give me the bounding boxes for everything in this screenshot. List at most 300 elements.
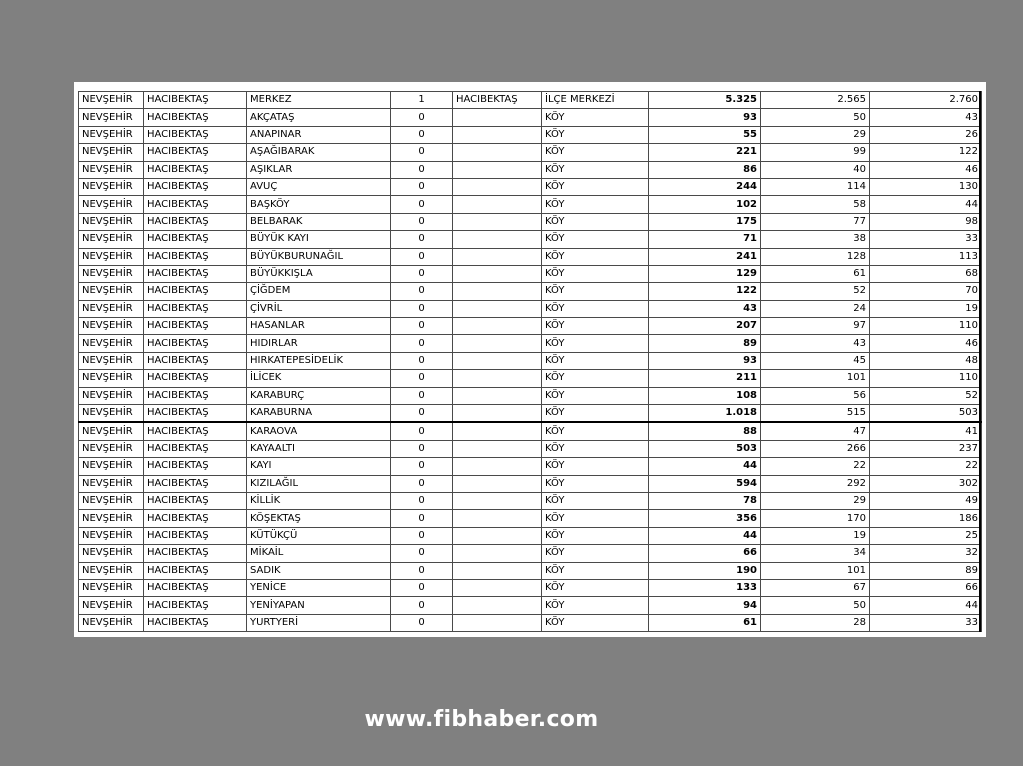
cell-code: 0 bbox=[391, 422, 453, 440]
site-watermark: www.fibhaber.com bbox=[364, 707, 599, 732]
cell-type: KÖY bbox=[542, 527, 649, 544]
cell-district: HACIBEKTAŞ bbox=[144, 370, 247, 387]
cell-code: 0 bbox=[391, 300, 453, 317]
cell-center bbox=[453, 510, 542, 527]
cell-village: KARAOVA bbox=[247, 422, 391, 440]
cell-province: NEVŞEHİR bbox=[79, 579, 144, 596]
cell-center bbox=[453, 178, 542, 195]
cell-female: 44 bbox=[870, 196, 982, 213]
cell-code: 0 bbox=[391, 335, 453, 352]
cell-total: 175 bbox=[649, 213, 761, 230]
cell-district: HACIBEKTAŞ bbox=[144, 300, 247, 317]
cell-female: 237 bbox=[870, 440, 982, 457]
cell-total: 129 bbox=[649, 265, 761, 282]
table-row bbox=[79, 161, 982, 178]
cell-female: 89 bbox=[870, 562, 982, 579]
table-row bbox=[79, 545, 982, 562]
cell-female: 70 bbox=[870, 283, 982, 300]
cell-village: MİKAİL bbox=[247, 545, 391, 562]
cell-center bbox=[453, 614, 542, 631]
sheet-right-border bbox=[979, 91, 981, 632]
cell-female: 26 bbox=[870, 126, 982, 143]
cell-province: NEVŞEHİR bbox=[79, 405, 144, 423]
cell-province: NEVŞEHİR bbox=[79, 300, 144, 317]
cell-center bbox=[453, 161, 542, 178]
cell-province: NEVŞEHİR bbox=[79, 178, 144, 195]
cell-village: ÇİĞDEM bbox=[247, 283, 391, 300]
cell-center bbox=[453, 562, 542, 579]
cell-code: 0 bbox=[391, 562, 453, 579]
cell-province: NEVŞEHİR bbox=[79, 126, 144, 143]
cell-female: 68 bbox=[870, 265, 982, 282]
cell-center bbox=[453, 231, 542, 248]
table-row bbox=[79, 196, 982, 213]
cell-district: HACIBEKTAŞ bbox=[144, 387, 247, 404]
cell-code: 0 bbox=[391, 178, 453, 195]
cell-male: 50 bbox=[761, 597, 870, 614]
cell-male: 77 bbox=[761, 213, 870, 230]
cell-district: HACIBEKTAŞ bbox=[144, 597, 247, 614]
cell-type: İLÇE MERKEZİ bbox=[542, 92, 649, 109]
cell-male: 29 bbox=[761, 126, 870, 143]
cell-district: HACIBEKTAŞ bbox=[144, 458, 247, 475]
cell-province: NEVŞEHİR bbox=[79, 109, 144, 126]
table-row bbox=[79, 109, 982, 126]
cell-province: NEVŞEHİR bbox=[79, 248, 144, 265]
cell-female: 22 bbox=[870, 458, 982, 475]
cell-male: 97 bbox=[761, 318, 870, 335]
cell-center bbox=[453, 265, 542, 282]
cell-code: 0 bbox=[391, 597, 453, 614]
cell-male: 40 bbox=[761, 161, 870, 178]
cell-code: 0 bbox=[391, 440, 453, 457]
cell-female: 110 bbox=[870, 370, 982, 387]
cell-female: 2.760 bbox=[870, 92, 982, 109]
cell-total: 211 bbox=[649, 370, 761, 387]
cell-village: SADIK bbox=[247, 562, 391, 579]
cell-male: 38 bbox=[761, 231, 870, 248]
cell-total: 190 bbox=[649, 562, 761, 579]
cell-village: KİLLİK bbox=[247, 492, 391, 509]
cell-male: 266 bbox=[761, 440, 870, 457]
cell-code: 0 bbox=[391, 352, 453, 369]
cell-total: 122 bbox=[649, 283, 761, 300]
cell-type: KÖY bbox=[542, 370, 649, 387]
cell-province: NEVŞEHİR bbox=[79, 231, 144, 248]
cell-type: KÖY bbox=[542, 614, 649, 631]
cell-code: 0 bbox=[391, 265, 453, 282]
cell-district: HACIBEKTAŞ bbox=[144, 109, 247, 126]
cell-total: 86 bbox=[649, 161, 761, 178]
cell-female: 33 bbox=[870, 614, 982, 631]
cell-district: HACIBEKTAŞ bbox=[144, 283, 247, 300]
cell-male: 24 bbox=[761, 300, 870, 317]
cell-code: 0 bbox=[391, 579, 453, 596]
cell-type: KÖY bbox=[542, 265, 649, 282]
cell-male: 515 bbox=[761, 405, 870, 423]
cell-center: HACIBEKTAŞ bbox=[453, 92, 542, 109]
cell-male: 28 bbox=[761, 614, 870, 631]
cell-center bbox=[453, 597, 542, 614]
cell-center bbox=[453, 492, 542, 509]
cell-center bbox=[453, 387, 542, 404]
cell-code: 0 bbox=[391, 318, 453, 335]
cell-male: 50 bbox=[761, 109, 870, 126]
cell-village: AVUÇ bbox=[247, 178, 391, 195]
cell-type: KÖY bbox=[542, 248, 649, 265]
population-table bbox=[78, 91, 982, 632]
cell-female: 66 bbox=[870, 579, 982, 596]
cell-province: NEVŞEHİR bbox=[79, 440, 144, 457]
cell-village: KÖŞEKTAŞ bbox=[247, 510, 391, 527]
table-row bbox=[79, 265, 982, 282]
cell-village: KIZILAĞIL bbox=[247, 475, 391, 492]
cell-code: 0 bbox=[391, 161, 453, 178]
cell-village: BÜYÜK KAYI bbox=[247, 231, 391, 248]
cell-province: NEVŞEHİR bbox=[79, 352, 144, 369]
cell-female: 49 bbox=[870, 492, 982, 509]
cell-male: 56 bbox=[761, 387, 870, 404]
cell-center bbox=[453, 109, 542, 126]
cell-district: HACIBEKTAŞ bbox=[144, 562, 247, 579]
cell-village: BAŞKÖY bbox=[247, 196, 391, 213]
cell-total: 88 bbox=[649, 422, 761, 440]
cell-province: NEVŞEHİR bbox=[79, 335, 144, 352]
cell-type: KÖY bbox=[542, 492, 649, 509]
cell-type: KÖY bbox=[542, 335, 649, 352]
cell-male: 47 bbox=[761, 422, 870, 440]
cell-male: 101 bbox=[761, 562, 870, 579]
cell-province: NEVŞEHİR bbox=[79, 370, 144, 387]
cell-female: 48 bbox=[870, 352, 982, 369]
cell-village: YENİYAPAN bbox=[247, 597, 391, 614]
cell-code: 0 bbox=[391, 405, 453, 423]
cell-province: NEVŞEHİR bbox=[79, 144, 144, 161]
cell-province: NEVŞEHİR bbox=[79, 562, 144, 579]
cell-total: 133 bbox=[649, 579, 761, 596]
cell-code: 0 bbox=[391, 231, 453, 248]
cell-code: 0 bbox=[391, 144, 453, 161]
cell-center bbox=[453, 196, 542, 213]
cell-province: NEVŞEHİR bbox=[79, 458, 144, 475]
cell-total: 207 bbox=[649, 318, 761, 335]
cell-female: 503 bbox=[870, 405, 982, 423]
cell-total: 44 bbox=[649, 527, 761, 544]
cell-type: KÖY bbox=[542, 300, 649, 317]
cell-total: 94 bbox=[649, 597, 761, 614]
cell-center bbox=[453, 335, 542, 352]
cell-province: NEVŞEHİR bbox=[79, 196, 144, 213]
cell-female: 186 bbox=[870, 510, 982, 527]
cell-male: 19 bbox=[761, 527, 870, 544]
cell-type: KÖY bbox=[542, 458, 649, 475]
cell-type: KÖY bbox=[542, 422, 649, 440]
cell-province: NEVŞEHİR bbox=[79, 492, 144, 509]
cell-center bbox=[453, 248, 542, 265]
cell-code: 0 bbox=[391, 475, 453, 492]
cell-male: 114 bbox=[761, 178, 870, 195]
cell-male: 67 bbox=[761, 579, 870, 596]
cell-center bbox=[453, 458, 542, 475]
cell-female: 110 bbox=[870, 318, 982, 335]
cell-district: HACIBEKTAŞ bbox=[144, 545, 247, 562]
cell-female: 41 bbox=[870, 422, 982, 440]
cell-male: 43 bbox=[761, 335, 870, 352]
cell-district: HACIBEKTAŞ bbox=[144, 579, 247, 596]
cell-total: 61 bbox=[649, 614, 761, 631]
cell-province: NEVŞEHİR bbox=[79, 283, 144, 300]
cell-center bbox=[453, 440, 542, 457]
cell-village: AŞAĞIBARAK bbox=[247, 144, 391, 161]
cell-province: NEVŞEHİR bbox=[79, 614, 144, 631]
cell-center bbox=[453, 213, 542, 230]
cell-province: NEVŞEHİR bbox=[79, 387, 144, 404]
cell-type: KÖY bbox=[542, 440, 649, 457]
cell-total: 44 bbox=[649, 458, 761, 475]
cell-province: NEVŞEHİR bbox=[79, 161, 144, 178]
cell-female: 98 bbox=[870, 213, 982, 230]
cell-male: 52 bbox=[761, 283, 870, 300]
cell-district: HACIBEKTAŞ bbox=[144, 265, 247, 282]
cell-total: 241 bbox=[649, 248, 761, 265]
cell-female: 33 bbox=[870, 231, 982, 248]
cell-village: HIDIRLAR bbox=[247, 335, 391, 352]
cell-district: HACIBEKTAŞ bbox=[144, 510, 247, 527]
cell-male: 292 bbox=[761, 475, 870, 492]
cell-village: YURTYERİ bbox=[247, 614, 391, 631]
cell-district: HACIBEKTAŞ bbox=[144, 231, 247, 248]
cell-male: 2.565 bbox=[761, 92, 870, 109]
cell-total: 1.018 bbox=[649, 405, 761, 423]
table-row bbox=[79, 178, 982, 195]
cell-province: NEVŞEHİR bbox=[79, 265, 144, 282]
cell-male: 58 bbox=[761, 196, 870, 213]
cell-type: KÖY bbox=[542, 109, 649, 126]
cell-district: HACIBEKTAŞ bbox=[144, 161, 247, 178]
cell-village: AKÇATAŞ bbox=[247, 109, 391, 126]
cell-center bbox=[453, 352, 542, 369]
cell-province: NEVŞEHİR bbox=[79, 527, 144, 544]
cell-center bbox=[453, 422, 542, 440]
cell-code: 0 bbox=[391, 126, 453, 143]
cell-type: KÖY bbox=[542, 196, 649, 213]
cell-village: KAYAALTI bbox=[247, 440, 391, 457]
cell-village: KAYI bbox=[247, 458, 391, 475]
cell-district: HACIBEKTAŞ bbox=[144, 475, 247, 492]
cell-code: 0 bbox=[391, 614, 453, 631]
cell-province: NEVŞEHİR bbox=[79, 213, 144, 230]
cell-female: 46 bbox=[870, 161, 982, 178]
cell-female: 44 bbox=[870, 597, 982, 614]
cell-male: 45 bbox=[761, 352, 870, 369]
cell-male: 101 bbox=[761, 370, 870, 387]
cell-district: HACIBEKTAŞ bbox=[144, 178, 247, 195]
cell-total: 93 bbox=[649, 109, 761, 126]
table-row bbox=[79, 335, 982, 352]
cell-district: HACIBEKTAŞ bbox=[144, 126, 247, 143]
cell-type: KÖY bbox=[542, 475, 649, 492]
cell-total: 594 bbox=[649, 475, 761, 492]
table-row bbox=[79, 614, 982, 631]
cell-total: 356 bbox=[649, 510, 761, 527]
table-row bbox=[79, 248, 982, 265]
cell-female: 25 bbox=[870, 527, 982, 544]
cell-total: 89 bbox=[649, 335, 761, 352]
cell-province: NEVŞEHİR bbox=[79, 545, 144, 562]
cell-male: 61 bbox=[761, 265, 870, 282]
spreadsheet-sheet bbox=[74, 82, 986, 637]
cell-district: HACIBEKTAŞ bbox=[144, 335, 247, 352]
cell-female: 122 bbox=[870, 144, 982, 161]
cell-total: 66 bbox=[649, 545, 761, 562]
cell-district: HACIBEKTAŞ bbox=[144, 422, 247, 440]
table-row bbox=[79, 562, 982, 579]
table-row bbox=[79, 283, 982, 300]
cell-code: 0 bbox=[391, 196, 453, 213]
cell-type: KÖY bbox=[542, 283, 649, 300]
table-row bbox=[79, 510, 982, 527]
cell-type: KÖY bbox=[542, 405, 649, 423]
cell-total: 503 bbox=[649, 440, 761, 457]
cell-total: 93 bbox=[649, 352, 761, 369]
cell-code: 0 bbox=[391, 387, 453, 404]
table-row bbox=[79, 92, 982, 109]
cell-type: KÖY bbox=[542, 510, 649, 527]
cell-center bbox=[453, 126, 542, 143]
table-row bbox=[79, 440, 982, 457]
cell-type: KÖY bbox=[542, 126, 649, 143]
cell-village: KARABURNA bbox=[247, 405, 391, 423]
cell-center bbox=[453, 405, 542, 423]
cell-province: NEVŞEHİR bbox=[79, 318, 144, 335]
cell-female: 113 bbox=[870, 248, 982, 265]
cell-total: 55 bbox=[649, 126, 761, 143]
cell-village: HASANLAR bbox=[247, 318, 391, 335]
cell-type: KÖY bbox=[542, 144, 649, 161]
cell-total: 221 bbox=[649, 144, 761, 161]
table-row bbox=[79, 387, 982, 404]
cell-code: 0 bbox=[391, 545, 453, 562]
cell-village: KARABURÇ bbox=[247, 387, 391, 404]
cell-village: AŞIKLAR bbox=[247, 161, 391, 178]
cell-district: HACIBEKTAŞ bbox=[144, 405, 247, 423]
cell-province: NEVŞEHİR bbox=[79, 597, 144, 614]
cell-female: 19 bbox=[870, 300, 982, 317]
table-row bbox=[79, 527, 982, 544]
cell-center bbox=[453, 475, 542, 492]
table-row bbox=[79, 213, 982, 230]
cell-code: 0 bbox=[391, 492, 453, 509]
table-row bbox=[79, 370, 982, 387]
cell-male: 34 bbox=[761, 545, 870, 562]
cell-type: KÖY bbox=[542, 352, 649, 369]
cell-type: KÖY bbox=[542, 387, 649, 404]
table-row bbox=[79, 231, 982, 248]
table-row bbox=[79, 318, 982, 335]
cell-center bbox=[453, 144, 542, 161]
cell-village: İLİCEK bbox=[247, 370, 391, 387]
cell-village: KÜTÜKÇÜ bbox=[247, 527, 391, 544]
cell-district: HACIBEKTAŞ bbox=[144, 352, 247, 369]
cell-total: 5.325 bbox=[649, 92, 761, 109]
cell-district: HACIBEKTAŞ bbox=[144, 527, 247, 544]
cell-total: 102 bbox=[649, 196, 761, 213]
cell-district: HACIBEKTAŞ bbox=[144, 492, 247, 509]
table-row bbox=[79, 597, 982, 614]
cell-type: KÖY bbox=[542, 161, 649, 178]
cell-total: 78 bbox=[649, 492, 761, 509]
cell-province: NEVŞEHİR bbox=[79, 422, 144, 440]
cell-code: 0 bbox=[391, 510, 453, 527]
cell-code: 0 bbox=[391, 527, 453, 544]
cell-code: 1 bbox=[391, 92, 453, 109]
cell-type: KÖY bbox=[542, 579, 649, 596]
cell-code: 0 bbox=[391, 213, 453, 230]
cell-female: 46 bbox=[870, 335, 982, 352]
cell-total: 108 bbox=[649, 387, 761, 404]
cell-village: BÜYÜKKIŞLA bbox=[247, 265, 391, 282]
cell-male: 128 bbox=[761, 248, 870, 265]
cell-type: KÖY bbox=[542, 562, 649, 579]
cell-center bbox=[453, 579, 542, 596]
cell-code: 0 bbox=[391, 109, 453, 126]
cell-type: KÖY bbox=[542, 597, 649, 614]
table-row bbox=[79, 492, 982, 509]
cell-total: 43 bbox=[649, 300, 761, 317]
cell-center bbox=[453, 283, 542, 300]
table-row bbox=[79, 458, 982, 475]
cell-code: 0 bbox=[391, 283, 453, 300]
cell-total: 71 bbox=[649, 231, 761, 248]
table-row bbox=[79, 144, 982, 161]
cell-total: 244 bbox=[649, 178, 761, 195]
cell-province: NEVŞEHİR bbox=[79, 92, 144, 109]
cell-code: 0 bbox=[391, 248, 453, 265]
cell-province: NEVŞEHİR bbox=[79, 510, 144, 527]
cell-type: KÖY bbox=[542, 178, 649, 195]
table-row bbox=[79, 475, 982, 492]
cell-code: 0 bbox=[391, 458, 453, 475]
cell-male: 170 bbox=[761, 510, 870, 527]
cell-district: HACIBEKTAŞ bbox=[144, 213, 247, 230]
cell-female: 302 bbox=[870, 475, 982, 492]
cell-male: 29 bbox=[761, 492, 870, 509]
table-row bbox=[79, 300, 982, 317]
cell-district: HACIBEKTAŞ bbox=[144, 92, 247, 109]
table-row bbox=[79, 352, 982, 369]
table-row bbox=[79, 579, 982, 596]
cell-female: 32 bbox=[870, 545, 982, 562]
cell-village: BÜYÜKBURUNAĞIL bbox=[247, 248, 391, 265]
cell-center bbox=[453, 527, 542, 544]
cell-center bbox=[453, 318, 542, 335]
cell-code: 0 bbox=[391, 370, 453, 387]
cell-village: YENİCE bbox=[247, 579, 391, 596]
cell-village: BELBARAK bbox=[247, 213, 391, 230]
cell-district: HACIBEKTAŞ bbox=[144, 248, 247, 265]
cell-center bbox=[453, 370, 542, 387]
cell-male: 22 bbox=[761, 458, 870, 475]
cell-female: 130 bbox=[870, 178, 982, 195]
cell-district: HACIBEKTAŞ bbox=[144, 144, 247, 161]
cell-type: KÖY bbox=[542, 213, 649, 230]
cell-type: KÖY bbox=[542, 318, 649, 335]
cell-female: 52 bbox=[870, 387, 982, 404]
cell-type: KÖY bbox=[542, 545, 649, 562]
cell-village: ÇİVRİL bbox=[247, 300, 391, 317]
table-row bbox=[79, 422, 982, 440]
table-row bbox=[79, 126, 982, 143]
